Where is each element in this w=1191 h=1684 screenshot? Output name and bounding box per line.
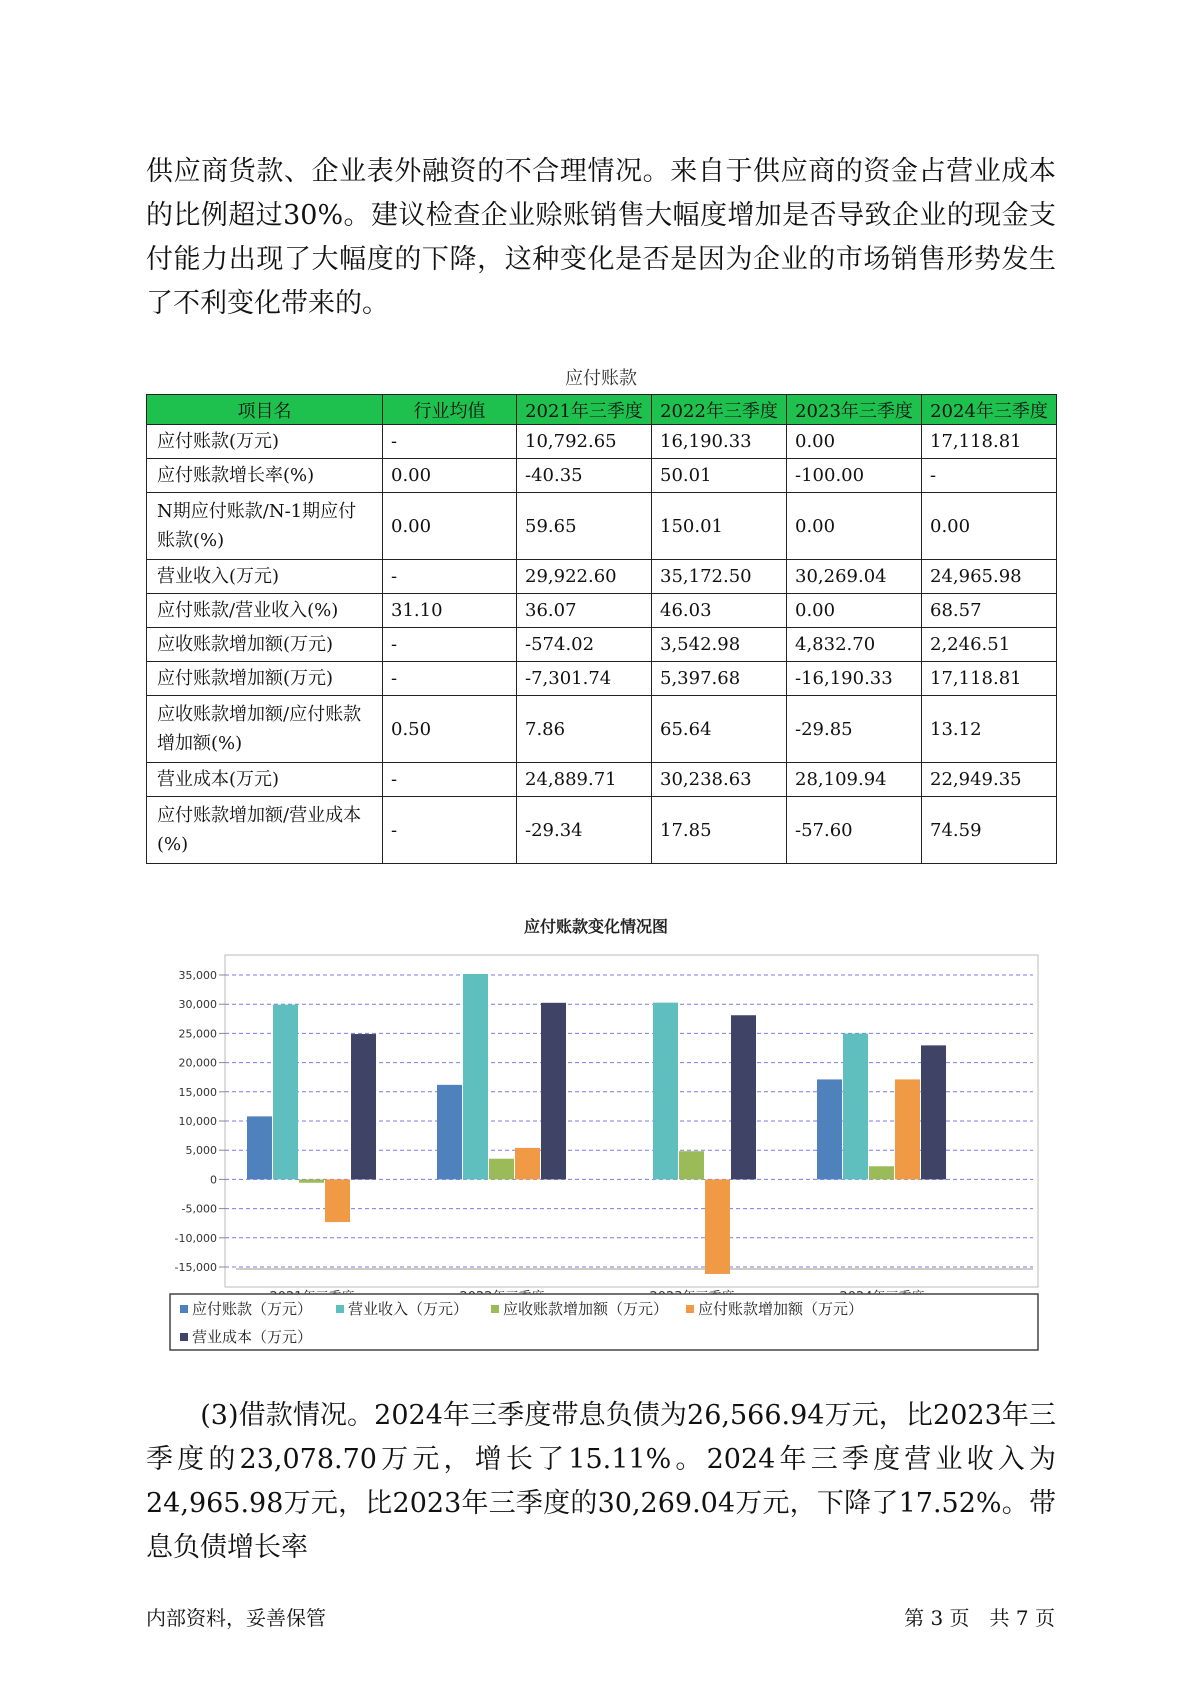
table-cell: 31.10 xyxy=(383,594,517,628)
legend-label: 应付账款增加额（万元） xyxy=(698,1300,864,1318)
bar xyxy=(653,1003,678,1180)
table-cell: 13.12 xyxy=(922,696,1057,763)
table-cell: 50.01 xyxy=(652,459,787,493)
table-header-cell: 行业均值 xyxy=(383,395,517,425)
table-cell: 3,542.98 xyxy=(652,628,787,662)
table-cell: 24,965.98 xyxy=(922,560,1057,594)
y-tick-label: 30,000 xyxy=(178,998,217,1012)
table-title: 应付账款 xyxy=(565,368,637,389)
bar xyxy=(921,1045,946,1179)
chart-svg xyxy=(146,910,1046,1360)
table-cell: - xyxy=(383,763,517,797)
row-label-cell: 营业成本(万元) xyxy=(147,763,383,797)
legend-swatch xyxy=(180,1333,188,1341)
table-cell: 5,397.68 xyxy=(652,662,787,696)
table-header-row xyxy=(147,395,1057,425)
table-cell: - xyxy=(383,628,517,662)
legend-label: 营业收入（万元） xyxy=(348,1300,469,1318)
y-tick-label: 10,000 xyxy=(178,1115,217,1128)
table-cell: 68.57 xyxy=(922,594,1057,628)
table-cell: 2,246.51 xyxy=(922,628,1057,662)
y-tick-label: 20,000 xyxy=(178,1056,217,1070)
table-cell: -40.35 xyxy=(517,459,652,493)
table-cell: 0.00 xyxy=(787,425,922,459)
row-label-cell: 营业收入(万元) xyxy=(147,560,383,594)
y-tick-label: -10,000 xyxy=(174,1231,217,1245)
table-cell: 35,172.50 xyxy=(652,560,787,594)
legend-swatch xyxy=(491,1305,499,1313)
table-header-cell: 2024年三季度 xyxy=(922,395,1057,425)
table-cell: 4,832.70 xyxy=(787,628,922,662)
bar xyxy=(705,1179,730,1274)
table-cell: 10,792.65 xyxy=(517,425,652,459)
table-cell: -29.85 xyxy=(787,696,922,763)
table-cell: 46.03 xyxy=(652,594,787,628)
table-cell: 16,190.33 xyxy=(652,425,787,459)
table-row xyxy=(147,763,1057,797)
payables-table xyxy=(146,394,1057,864)
table-row xyxy=(147,797,1057,864)
table-cell: -29.34 xyxy=(517,797,652,864)
row-label-cell: 应付账款增加额(万元) xyxy=(147,662,383,696)
bar xyxy=(869,1166,894,1179)
table-row xyxy=(147,628,1057,662)
bar xyxy=(273,1005,298,1180)
chart-title: 应付账款变化情况图 xyxy=(523,917,669,936)
legend-label: 营业成本（万元） xyxy=(192,1328,313,1346)
bar xyxy=(351,1034,376,1179)
footer-confidential-note: 内部资料，妥善保管 xyxy=(146,1606,326,1630)
bar xyxy=(247,1116,272,1179)
legend-swatch xyxy=(336,1305,344,1313)
intro-paragraph: 供应商货款、企业表外融资的不合理情况。来自于供应商的资金占营业成本的比例超过30%。建议检查企业赊账销售大幅度增加是否导致企业的现金支付能力出现了大幅度的下降，这种变化是否是因为企业的市场销售形势发生了不利变化带来的。 xyxy=(146,156,1056,319)
table-cell: - xyxy=(383,560,517,594)
table-cell: 30,269.04 xyxy=(787,560,922,594)
legend-label: 应付账款（万元） xyxy=(192,1300,313,1318)
payables-chart xyxy=(146,910,1046,1360)
y-tick-label: -5,000 xyxy=(181,1202,217,1216)
y-axis-ticks xyxy=(175,969,225,1274)
y-tick-label: 0 xyxy=(210,1173,217,1187)
table-header-cell: 2022年三季度 xyxy=(652,395,787,425)
table-cell: 17,118.81 xyxy=(922,662,1057,696)
table-cell: 7.86 xyxy=(517,696,652,763)
y-tick-label: -15,000 xyxy=(174,1261,217,1274)
table-row xyxy=(147,560,1057,594)
table-cell: 0.00 xyxy=(383,459,517,493)
table-cell: 150.01 xyxy=(652,493,787,560)
table-cell: 0.00 xyxy=(383,493,517,560)
bar xyxy=(843,1034,868,1180)
table-cell: 65.64 xyxy=(652,696,787,763)
bar xyxy=(463,974,488,1179)
row-label-cell: 应收账款增加额(万元) xyxy=(147,628,383,662)
y-tick-label: 5,000 xyxy=(185,1144,217,1158)
table-row xyxy=(147,425,1057,459)
table-row xyxy=(147,662,1057,696)
bar xyxy=(299,1179,324,1182)
table-cell: 28,109.94 xyxy=(787,763,922,797)
table-cell: 74.59 xyxy=(922,797,1057,864)
y-tick-label: 35,000 xyxy=(178,969,217,982)
table-cell: -574.02 xyxy=(517,628,652,662)
table-cell: - xyxy=(383,662,517,696)
row-label-cell: 应付账款(万元) xyxy=(147,425,383,459)
table-cell: - xyxy=(383,797,517,864)
table-cell: 17,118.81 xyxy=(922,425,1057,459)
table-cell: -7,301.74 xyxy=(517,662,652,696)
y-tick-label: 25,000 xyxy=(178,1027,217,1041)
row-label-cell: 应付账款/营业收入(%) xyxy=(147,594,383,628)
table-header-cell: 项目名 xyxy=(147,395,383,425)
row-label-cell: N期应付账款/N-1期应付账款(%) xyxy=(147,493,383,560)
bar xyxy=(489,1159,514,1180)
table-cell: 0.00 xyxy=(787,594,922,628)
bar xyxy=(325,1179,350,1222)
table-cell: 59.65 xyxy=(517,493,652,560)
row-label-cell: 应付账款增长率(%) xyxy=(147,459,383,493)
bar xyxy=(541,1003,566,1180)
bar xyxy=(515,1148,540,1180)
table-cell: 0.00 xyxy=(787,493,922,560)
table-cell: 22,949.35 xyxy=(922,763,1057,797)
bar xyxy=(679,1151,704,1179)
row-label-cell: 应付账款增加额/营业成本(%) xyxy=(147,797,383,864)
table-header-cell: 2023年三季度 xyxy=(787,395,922,425)
legend-swatch xyxy=(686,1305,694,1313)
table-cell: -100.00 xyxy=(787,459,922,493)
bar xyxy=(817,1079,842,1179)
legend-label: 应收账款增加额（万元） xyxy=(503,1300,669,1318)
bar xyxy=(437,1085,462,1180)
table-cell: -57.60 xyxy=(787,797,922,864)
table-cell: 0.50 xyxy=(383,696,517,763)
table-cell: -16,190.33 xyxy=(787,662,922,696)
legend-swatch xyxy=(180,1305,188,1313)
table-cell: 0.00 xyxy=(922,493,1057,560)
row-label-cell: 应收账款增加额/应付账款增加额(%) xyxy=(147,696,383,763)
table-header-cell: 2021年三季度 xyxy=(517,395,652,425)
table-row xyxy=(147,696,1057,763)
table-row xyxy=(147,459,1057,493)
table-cell: 29,922.60 xyxy=(517,560,652,594)
bar xyxy=(731,1015,756,1179)
table-cell: 17.85 xyxy=(652,797,787,864)
table-row xyxy=(147,493,1057,560)
table-cell: - xyxy=(383,425,517,459)
table-cell: 30,238.63 xyxy=(652,763,787,797)
loans-paragraph: (3)借款情况。2024年三季度带息负债为26,566.94万元，比2023年三季度的23,078.70万元，增长了15.11%。2024年三季度营业收入为24,965.98万元，比2023年三季度的30,269.04万元，下降了17.52%。带息负债增长率 xyxy=(146,1400,1056,1563)
table-cell: 36.07 xyxy=(517,594,652,628)
table-cell: 24,889.71 xyxy=(517,763,652,797)
table-row xyxy=(147,594,1057,628)
table-cell: - xyxy=(922,459,1057,493)
bar xyxy=(895,1079,920,1179)
y-tick-label: 15,000 xyxy=(178,1085,217,1099)
footer-page-number: 第 3 页 共 7 页 xyxy=(904,1606,1055,1630)
